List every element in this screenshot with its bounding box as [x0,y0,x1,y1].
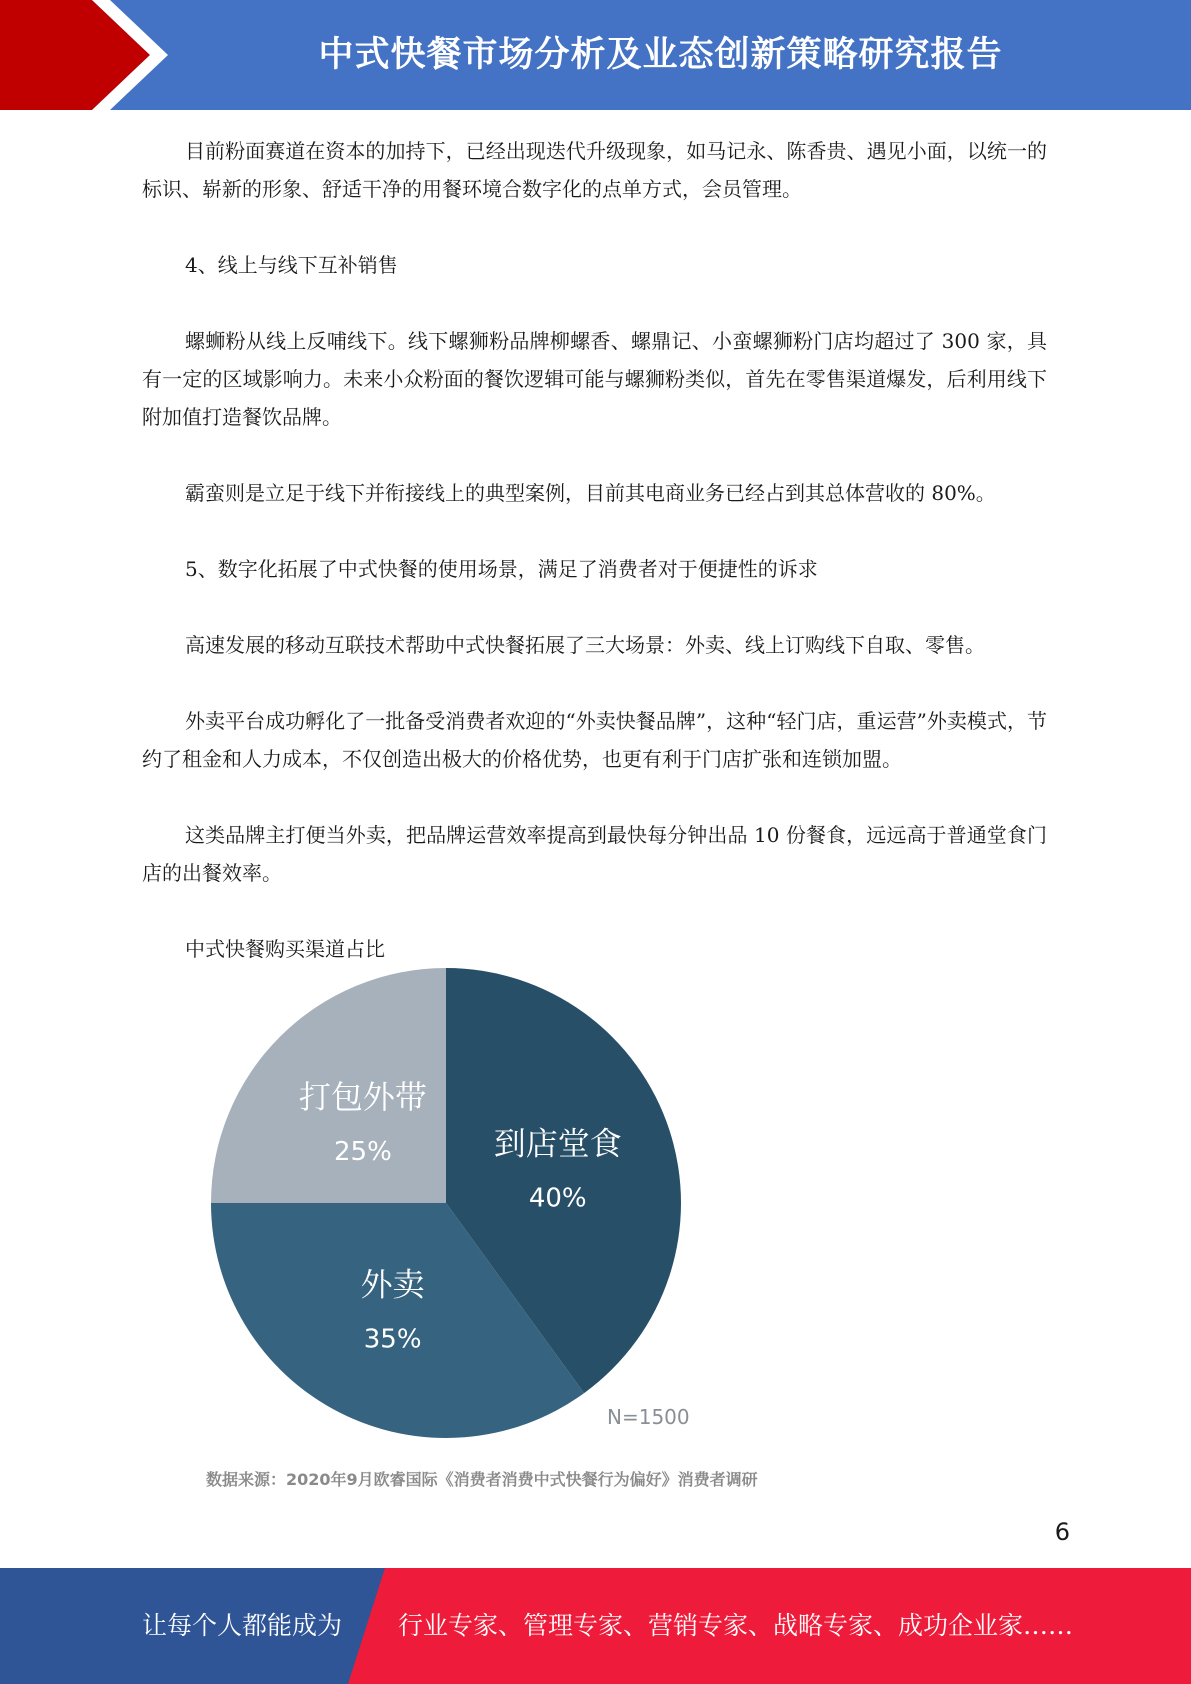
page-header [0,0,1191,110]
sample-size-annotation: N=1500 [607,1405,690,1429]
page-number: 6 [1054,1518,1070,1546]
footer-slogan-right: 行业专家、管理专家、营销专家、战略专家、成功企业家…… [398,1611,1074,1640]
chart-title: 中式快餐购买渠道占比 [185,937,385,961]
paragraph-2: 螺蛳粉从线上反哺线下。线下螺狮粉品牌柳螺香、螺鼎记、小蛮螺狮粉门店均超过了 300 家，具有一定的区域影响力。未来小众粉面的餐饮逻辑可能与螺狮粉类似，首先在零售渠道爆发，后利用线下附加值打造餐饮品牌。 [142,329,1047,429]
paragraph-6: 这类品牌主打便当外卖，把品牌运营效率提高到最快每分钟出品 10 份餐食，远远高于普通堂食门店的出餐效率。 [142,823,1047,885]
pie-slice-label-1: 到店堂食 [493,1124,622,1163]
pie-slice-value-1: 40% [528,1183,587,1214]
pie-chart [190,960,710,1460]
paragraph-1: 目前粉面赛道在资本的加持下，已经出现迭代升级现象，如马记永、陈香贵、遇见小面，以统一的标识、崭新的形象、舒适干净的用餐环境合数字化的点单方式，会员管理。 [142,139,1047,201]
paragraph-5: 外卖平台成功孵化了一批备受消费者欢迎的“外卖快餐品牌”，这种“轻门店，重运营”外卖模式，节约了租金和人力成本，不仅创造出极大的价格优势，也更有利于门店扩张和连锁加盟。 [142,709,1047,771]
page-footer [0,1568,1191,1684]
pie-slice-value-3: 25% [334,1136,392,1167]
data-source-note: 数据来源：2020年9月欧睿国际《消费者消费中式快餐行为偏好》消费者调研 [206,1470,758,1489]
footer-slogan-left: 让每个人都能成为 [142,1611,343,1640]
section-heading-4: 4、线上与线下互补销售 [185,253,398,277]
section-heading-5: 5、数字化拓展了中式快餐的使用场景，满足了消费者对于便捷性的诉求 [185,557,818,581]
report-title: 中式快餐市场分析及业态创新策略研究报告 [318,35,1003,75]
paragraph-4: 高速发展的移动互联技术帮助中式快餐拓展了三大场景：外卖、线上订购线下自取、零售。 [185,633,985,657]
paragraph-3: 霸蛮则是立足于线下并衔接线上的典型案例，目前其电商业务已经占到其总体营收的 80%。 [185,481,996,505]
pie-slice-value-2: 35% [363,1324,422,1355]
pie-slice-label-2: 外卖 [360,1265,425,1304]
pie-slice-label-3: 打包外带 [298,1077,427,1116]
body-text [142,132,1047,892]
